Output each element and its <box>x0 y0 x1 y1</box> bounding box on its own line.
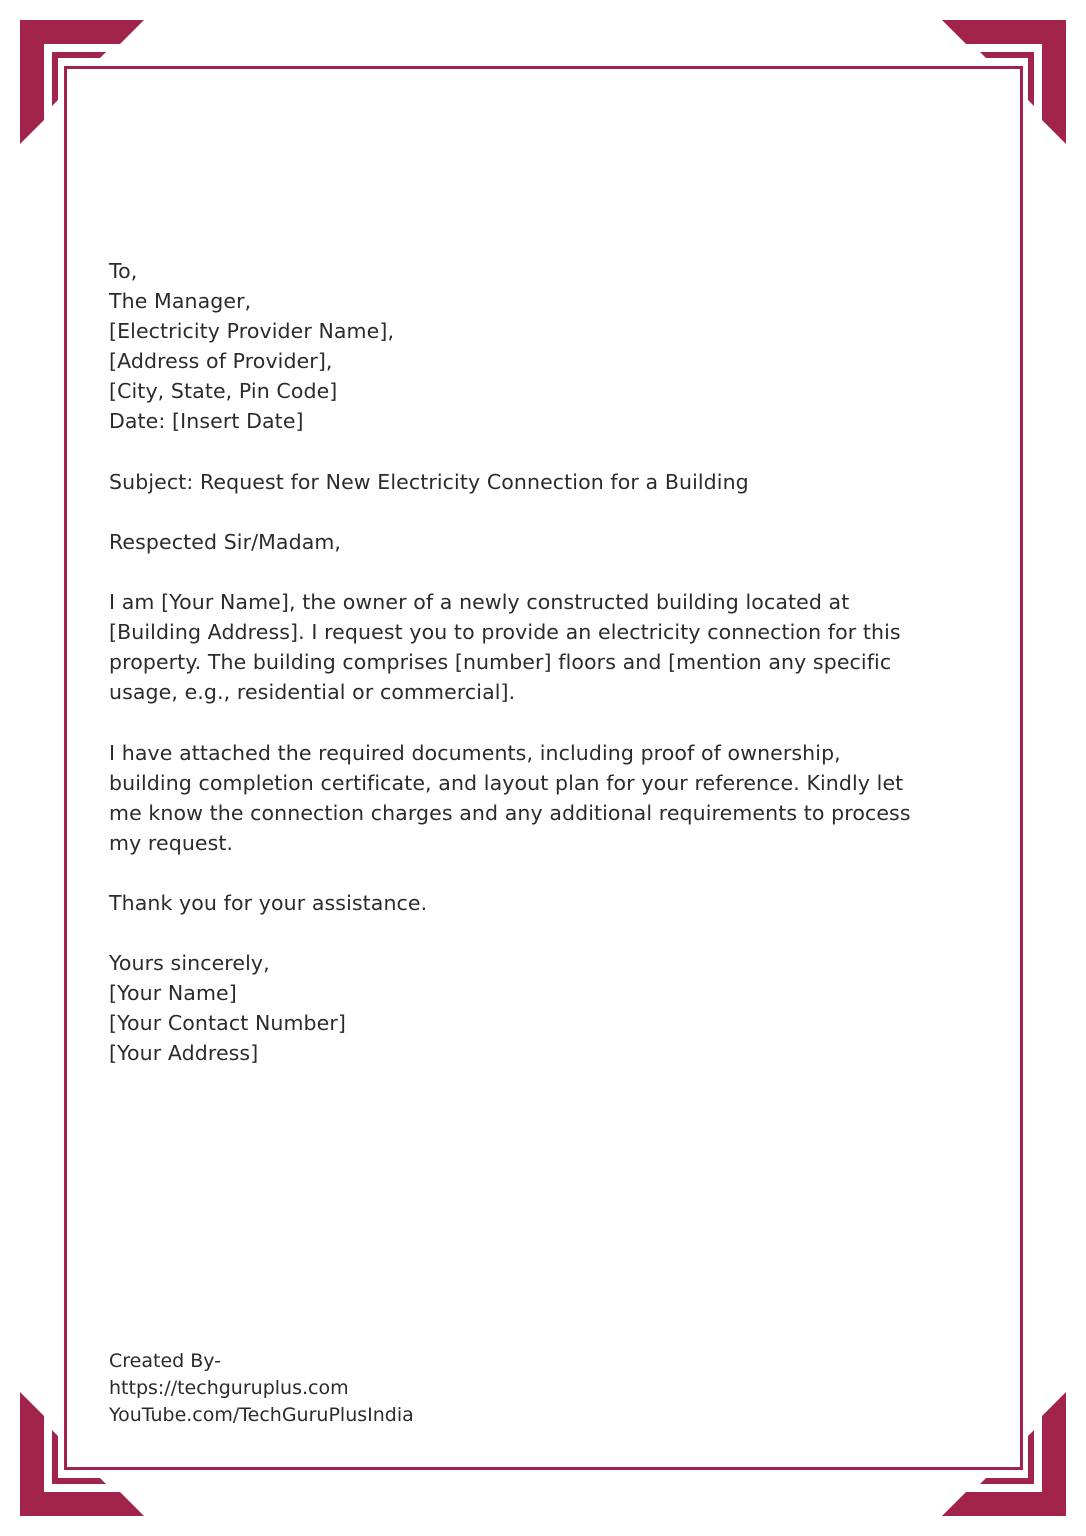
address-line: To, <box>109 259 138 283</box>
paragraph-line: me know the connection charges and any additional requirements to process <box>109 800 911 825</box>
closing-line: Yours sincerely, <box>109 951 270 976</box>
subject-line: Subject: Request for New Electricity Connection for a Building <box>109 469 749 494</box>
address-line: [City, State, Pin Code] <box>109 379 338 404</box>
address-line: [Address of Provider], <box>109 349 333 374</box>
paragraph-line: my request. <box>109 830 234 855</box>
body-paragraph-1 <box>109 587 979 707</box>
corner-ornament-top-right <box>942 20 1066 144</box>
signature-contact: [Your Contact Number] <box>109 1011 346 1036</box>
paragraph-line: I am [Your Name], the owner of a newly constructed building located at <box>109 590 850 615</box>
corner-ornament-top-left <box>20 20 144 144</box>
credits-block <box>109 1348 414 1429</box>
address-line: The Manager, <box>109 289 252 314</box>
signature-address: [Your Address] <box>109 1041 259 1066</box>
credits-website-link[interactable]: https://techguruplus.com <box>109 1377 349 1399</box>
recipient-address-block <box>109 256 979 437</box>
paragraph-line: usage, e.g., residential or commercial]. <box>109 680 516 705</box>
credits-youtube-link[interactable]: YouTube.com/TechGuruPlusIndia <box>109 1404 414 1426</box>
paragraph-line: building completion certificate, and layout plan for your reference. Kindly let <box>109 770 904 795</box>
signature-name: [Your Name] <box>109 981 237 1006</box>
corner-ornament-bottom-right <box>942 1392 1066 1516</box>
credits-label: Created By- <box>109 1350 222 1372</box>
paragraph-line: I have attached the required documents, including proof of ownership, <box>109 740 841 765</box>
address-line: [Electricity Provider Name], <box>109 319 395 344</box>
paragraph-line: [Building Address]. I request you to provide an electricity connection for this <box>109 620 901 645</box>
salutation: Respected Sir/Madam, <box>109 529 342 554</box>
body-paragraph-2 <box>109 738 979 858</box>
thank-you-line: Thank you for your assistance. <box>109 890 428 915</box>
paragraph-line: property. The building comprises [number] floors and [mention any specific <box>109 650 892 675</box>
letter-body <box>109 256 979 1069</box>
date-line: Date: [Insert Date] <box>109 409 304 434</box>
closing-block <box>109 948 979 1068</box>
